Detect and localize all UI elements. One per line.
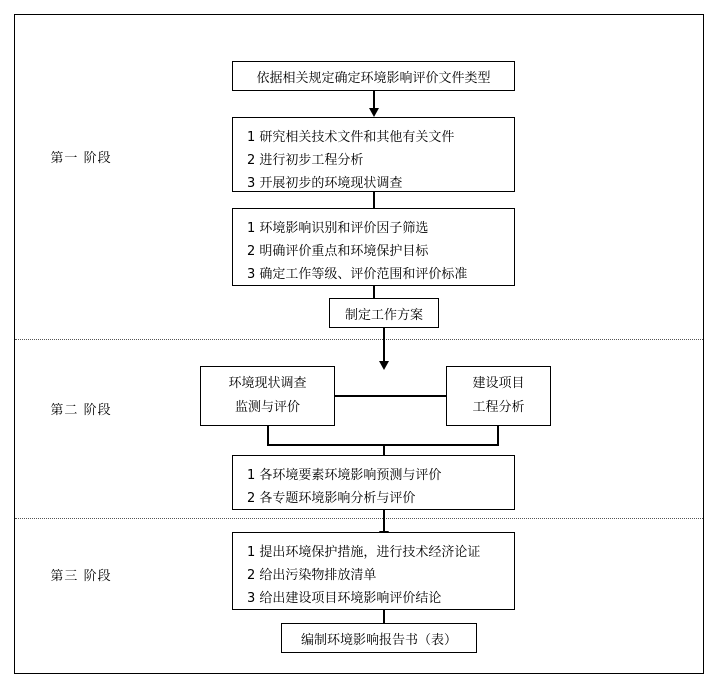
node-preliminary-study-line-1: 1 研究相关技术文件和其他有关文件 [247, 130, 455, 145]
node-impact-identification-line-3: 3 确定工作等级、评价范围和评价标准 [247, 267, 468, 282]
node-environment-survey-line-1: 环境现状调查 [228, 376, 307, 391]
node-protection-measures [232, 532, 515, 610]
node-preliminary-study [232, 117, 515, 192]
node-impact-identification [232, 208, 515, 286]
stage-label-2-line1: 第二 [50, 403, 79, 418]
stage-label-1-line1: 第一 [50, 151, 79, 166]
node-project-analysis-line-1: 建设项目 [472, 376, 525, 391]
node-work-plan-text: 制定工作方案 [344, 307, 423, 323]
node-preliminary-study-line-3: 3 开展初步的环境现状调查 [247, 176, 403, 191]
node-environment-survey [200, 366, 335, 426]
node-protection-measures-line-1: 1 提出环境保护措施，进行技术经济论证 [247, 545, 481, 560]
node-protection-measures-line-2: 2 给出污染物排放清单 [247, 568, 377, 583]
node-document-type [232, 61, 515, 91]
node-environment-survey-line-2: 监测与评价 [234, 400, 300, 415]
stage-label-3 [46, 566, 116, 588]
node-impact-identification-line-2: 2 明确评价重点和环境保护目标 [247, 244, 429, 259]
node-final-report [281, 623, 477, 653]
stage-divider-2 [15, 518, 703, 519]
stage-label-2 [46, 400, 116, 422]
node-project-analysis [446, 366, 551, 426]
node-work-plan [329, 298, 439, 328]
node-prediction-evaluation [232, 455, 515, 510]
stage-label-1 [46, 148, 116, 170]
stage-label-2-line2: 阶段 [83, 403, 112, 418]
node-impact-identification-line-1: 1 环境影响识别和评价因子筛选 [247, 221, 429, 236]
stage-label-3-line2: 阶段 [83, 569, 112, 584]
node-prediction-evaluation-line-2: 2 各专题环境影响分析与评价 [247, 491, 416, 506]
node-protection-measures-line-3: 3 给出建设项目环境影响评价结论 [247, 591, 442, 606]
connector-analysis-down [497, 426, 499, 445]
node-prediction-evaluation-line-1: 1 各环境要素环境影响预测与评价 [247, 468, 442, 483]
node-final-report-text: 编制环境影响报告书（表） [300, 632, 457, 648]
connector-survey-to-analysis [335, 395, 446, 397]
node-document-type-text: 依据相关规定确定环境影响评价文件类型 [256, 70, 491, 86]
connector-survey-down [267, 426, 269, 445]
arrow-4-to-branch [379, 328, 389, 370]
arrow-1-to-2 [369, 91, 379, 117]
stage-label-3-line1: 第三 [50, 569, 79, 584]
node-preliminary-study-line-2: 2 进行初步工程分析 [247, 153, 364, 168]
node-project-analysis-line-2: 工程分析 [472, 400, 525, 415]
stage-divider-1 [15, 339, 703, 340]
stage-label-1-line2: 阶段 [83, 151, 112, 166]
